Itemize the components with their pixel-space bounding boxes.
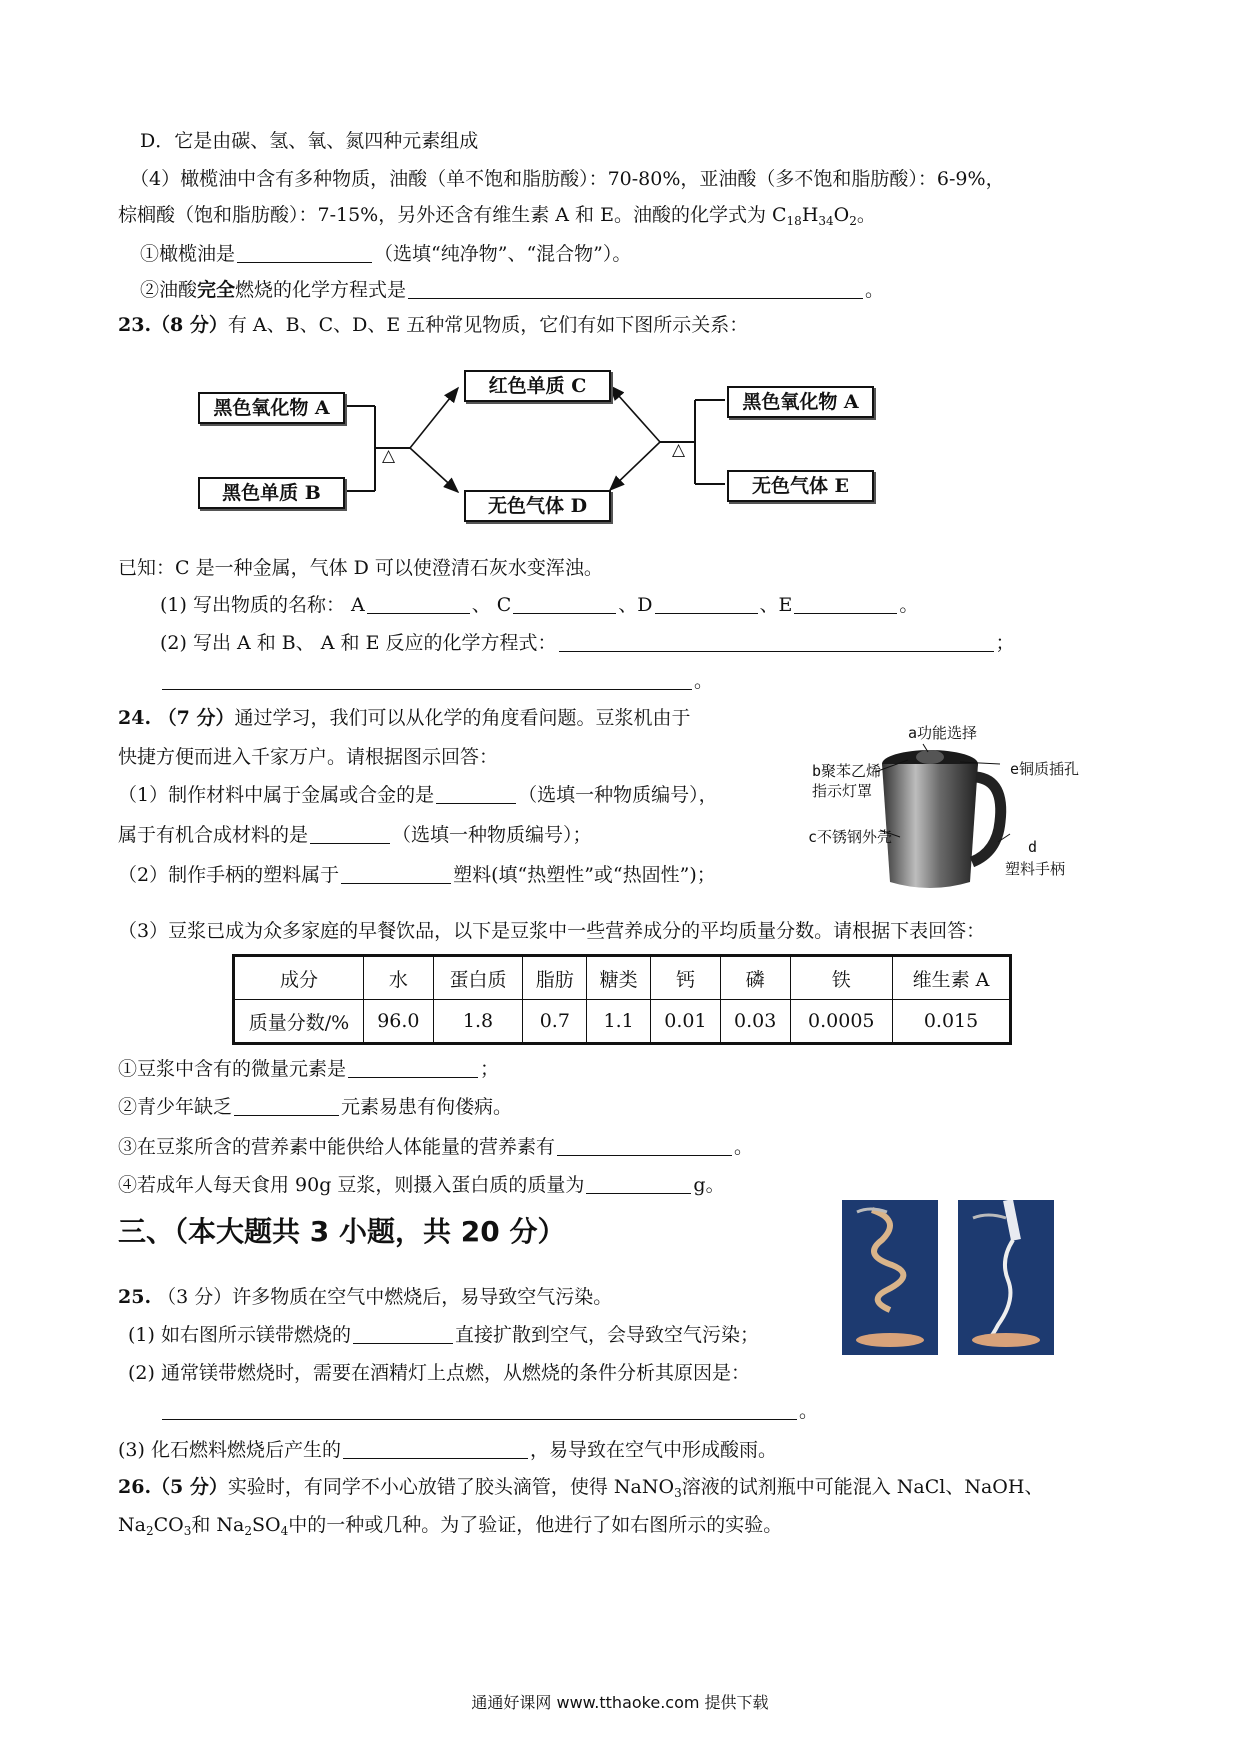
answer-blank-e[interactable] [794,593,897,614]
label-d2: 塑料手柄 [1005,860,1066,878]
label-e: e铜质插孔 [1010,760,1080,778]
q23-stem: 23.（8 分）有 A、B、C、D、E 五种常见物质，它们有如下图所示关系： [118,314,749,336]
answer-blank[interactable] [559,631,994,652]
box-black-element-b: 黑色单质 B [198,477,345,509]
table-cell: 0.015 [893,1000,1011,1044]
label-b2: 指示灯罩 [812,782,873,800]
magnesium-photo-2 [958,1200,1054,1355]
box-black-oxide-a-right: 黑色氧化物 A [727,386,874,418]
table-cell: 0.0005 [790,1000,893,1044]
answer-blank[interactable] [348,1057,478,1078]
box-red-element-c: 红色单质 C [464,370,611,402]
answer-blank[interactable] [341,863,451,884]
label-d1: d [1028,838,1038,856]
table-cell: 维生素 A [893,956,1011,1000]
label-b1: b聚苯乙烯 [812,762,882,780]
q25-part2-line2: 。 [160,1398,818,1424]
relation-diagram [190,370,1110,530]
q26-line2: $Na_2CO_3$和 $Na_2SO_4$中的一种或几种。为了验证，他进行了如右图所示的实验。 [118,1514,783,1538]
heat-symbol-left: △ [382,446,396,466]
q24-part3: （3）豆浆已成为众多家庭的早餐饮品，以下是豆浆中一些营养成分的平均质量分数。请根据下表回答： [118,920,986,942]
table-cell: 96.0 [364,1000,434,1044]
answer-blank[interactable] [310,823,390,844]
answer-blank[interactable] [353,1323,453,1344]
box-black-oxide-a-left: 黑色氧化物 A [198,392,345,424]
heat-symbol-right: △ [672,440,686,460]
section-three-heading: 三、（本大题共 3 小题，共 20 分） [118,1215,566,1248]
table-cell: 铁 [790,956,893,1000]
answer-blank[interactable] [436,783,516,804]
answer-blank[interactable] [162,669,692,690]
table-cell: 1.1 [587,1000,651,1044]
table-cell: 0.7 [523,1000,587,1044]
table-cell: 钙 [651,956,721,1000]
table-cell: 水 [364,956,434,1000]
answer-blank[interactable] [237,242,372,263]
answer-blank[interactable] [408,278,863,299]
page-footer: 通通好课网 www.tthaoke.com 提供下载 [471,1693,769,1712]
box-colorless-gas-e: 无色气体 E [727,470,874,502]
q23-part2: (2) 写出 A 和 B、 A 和 E 反应的化学方程式： ； [160,632,1015,654]
q24-s4: ④若成年人每天食用 90g 豆浆，则摄入蛋白质的质量为 g。 [118,1174,725,1196]
table-header-row [234,956,1011,1000]
q22-4-item2: ②油酸完全燃烧的化学方程式是 。 [140,279,885,301]
box-colorless-gas-d: 无色气体 D [464,490,611,522]
answer-blank-c[interactable] [513,593,616,614]
answer-blank[interactable] [234,1095,339,1116]
q22-4-line1: （4）橄榄油中含有多种物质，油酸（单不饱和脂肪酸）：70-80%，亚油酸（多不饱和脂肪酸）：6-9%， [130,168,1005,190]
magnesium-photo-1 [842,1200,938,1355]
table-cell: 蛋白质 [433,956,523,1000]
table-cell: 糖类 [587,956,651,1000]
answer-blank-d[interactable] [655,593,758,614]
soymilk-machine-figure [800,722,1110,902]
table-cell: 0.03 [720,1000,790,1044]
option-d: D．它是由碳、氢、氧、氮四种元素组成 [140,130,479,152]
q24-s3: ③在豆浆所含的营养素中能供给人体能量的营养素有 。 [118,1136,754,1158]
q25-part2: (2) 通常镁带燃烧时，需要在酒精灯上点燃，从燃烧的条件分析其原因是： [128,1362,750,1384]
q22-4-item1: ①橄榄油是 （选填“纯净物”、“混合物”）。 [140,243,632,265]
q24-intro2: 快捷方便而进入千家万户。请根据图示回答： [118,746,499,768]
magnesium-ribbon-icon [842,1200,938,1355]
q25-part3: (3) 化石燃料燃烧后产生的 ，易导致在空气中形成酸雨。 [118,1439,777,1461]
q26-stem: 26.（5 分）实验时，有同学不小心放错了胶头滴管，使得 NaNO$_3$溶液的试剂瓶中可能混入 NaCl、NaOH、 [118,1476,1044,1500]
table-row [234,1000,1011,1044]
table-cell: 1.8 [433,1000,523,1044]
answer-blank[interactable] [557,1135,732,1156]
answer-blank[interactable] [343,1438,528,1459]
q24-part2: （2）制作手柄的塑料属于 塑料(填“热塑性”或“热固性”)； [118,864,716,886]
q25-stem: 25. （3 分）许多物质在空气中燃烧后，易导致空气污染。 [118,1286,613,1308]
table-cell: 0.01 [651,1000,721,1044]
q24-s2: ②青少年缺乏 元素易患有佝偻病。 [118,1096,513,1118]
answer-blank-a[interactable] [367,593,470,614]
q22-4-line2: 棕榈酸（饱和脂肪酸）：7-15%，另外还含有维生素 A 和 E。油酸的化学式为 $C_{18}H_{34}O_2$。 [118,204,876,228]
table-cell: 磷 [720,956,790,1000]
table-cell: 脂肪 [523,956,587,1000]
magnesium-burning-icon [958,1200,1054,1355]
table-cell: 成分 [234,956,364,1000]
answer-blank[interactable] [162,1399,797,1420]
q24-part1: （1）制作材料中属于金属或合金的是 （选填一种物质编号）， [118,784,718,806]
q24-s1: ①豆浆中含有的微量元素是 ； [118,1058,500,1080]
table-cell: 质量分数/% [234,1000,364,1044]
q23-known: 已知：C 是一种金属，气体 D 可以使澄清石灰水变浑浊。 [118,557,603,579]
q23-part2-line2: 。 [160,668,713,694]
answer-blank[interactable] [586,1173,691,1194]
label-c: c不锈钢外壳 [808,828,893,846]
q24-part1b: 属于有机合成材料的是 （选填一种物质编号）； [118,824,592,846]
q24-stem: 24. （7 分）通过学习，我们可以从化学的角度看问题。豆浆机由于 [118,707,691,729]
label-a: a功能选择 [908,724,978,742]
q25-part1: (1) 如右图所示镁带燃烧的 直接扩散到空气，会导致空气污染； [128,1324,759,1346]
nutrition-table [232,954,1012,1045]
q23-part1: (1) 写出物质的名称： A 、 C 、D 、E 。 [160,594,919,616]
